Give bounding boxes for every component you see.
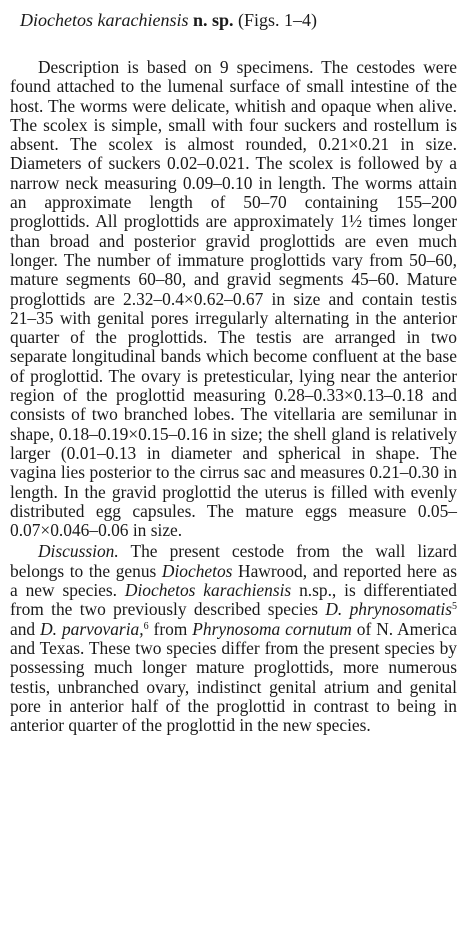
discussion-text-6: of N. America and Texas. These two species differ from the present species by possessing much longer mature proglottids, more numerous testis, unbranched ovary, indistinct genital atrium and genital pore in anterior half of the proglottid in contrast to being in anterior quarter of the proglottid in the new species. (10, 618, 457, 736)
discussion-text-1: The present cestode from the wall lizard belongs to the genus (10, 541, 457, 581)
species-parvovaria: D. parvovaria, (40, 618, 144, 639)
genus-name: Diochetos (161, 560, 233, 581)
reference-6: 6 (143, 620, 149, 632)
description-paragraph (10, 58, 457, 540)
new-species-name: Diochetos karachiensis (124, 580, 292, 601)
discussion-label: Discussion. (38, 541, 119, 562)
discussion-text-5: from (148, 618, 193, 639)
discussion-text-2: Hawrood, and reported here as a new species. (10, 560, 457, 601)
heading-species-name: Diochetos karachiensis (20, 10, 189, 30)
discussion-text-3: n.sp., is differentiated from the two previously described species (10, 580, 457, 620)
discussion-paragraph (10, 542, 457, 735)
discussion-text-4: and (10, 618, 41, 639)
heading-nsp: n. sp. (192, 10, 234, 30)
species-heading (20, 8, 457, 32)
species-phrynosomatis: D. phrynosomatis (325, 599, 453, 620)
host-species-name: Phrynosoma cornutum (192, 618, 352, 639)
heading-figure-ref: (Figs. 1–4) (238, 10, 318, 30)
description-text: Description is based on 9 specimens. The cestodes were found attached to the lumenal surface of small intestine of the host. The worms were delicate, whitish and opaque when alive. The scolex is simple, small with four suckers and rostellum is absent. The scolex is almost rounded, 0.21×0.21 in size. Diameters of suckers 0.02–0.021. The scolex is followed by a narrow neck measuring 0.09–0.10 in length. The worms attain an approximate length of 50–70 containing 155–200 proglottids. All proglottids are approximately 1½ times longer than broad and posterior gravid proglottids are even much longer. The number of immature proglottids vary from 50–60, mature segments 60–80, and gravid segments 45–60. Mature proglottids are 2.32–0.4×0.62–0.67 in size and contain testis 21–35 with genital pores irregularly alternating in the anterior quarter of the proglottids. The testis are arranged in two separate longitudinal bands which become confluent at the base of proglottid. The ovary is pretesticular, lying near the anterior region of the proglottid measuring 0.28–0.33×0.13–0.18 and consists of two branched lobes. The vitellaria are semilunar in shape, 0.18–0.19×0.15–0.16 in size; the shell gland is relatively larger (0.01–0.13 in diameter and spherical in shape. The vagina lies posterior to the cirrus sac and measures 0.21–0.30 in length. In the gravid proglottid the uterus is filled with evenly distributed egg capsules. The mature eggs measure 0.05–0.07×0.046–0.06 in size. (10, 57, 457, 541)
reference-5: 5 (452, 601, 458, 613)
